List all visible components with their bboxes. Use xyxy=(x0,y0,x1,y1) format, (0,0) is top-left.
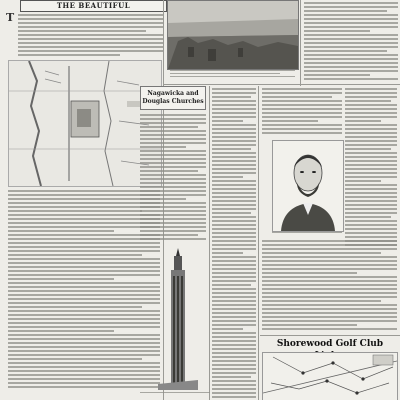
column-rule xyxy=(300,0,301,86)
right-column-text xyxy=(345,88,397,248)
area-map xyxy=(8,60,162,187)
drop-cap: T xyxy=(6,11,15,24)
golf-links-map xyxy=(262,352,398,400)
golf-section-title: Shorewood Golf Club xyxy=(276,339,384,349)
tower-caption xyxy=(140,392,210,395)
portrait-illustration xyxy=(272,140,344,232)
column-rule xyxy=(258,86,259,400)
horizontal-rule xyxy=(260,335,400,336)
portrait-caption xyxy=(272,232,342,234)
tower-illustration xyxy=(158,248,198,390)
page-headline: THE BEAUTIFUL xyxy=(20,0,167,12)
column-four-text xyxy=(262,88,342,136)
column-rule xyxy=(209,86,210,400)
left-body-text xyxy=(8,190,160,390)
lower-right-text xyxy=(262,240,397,332)
horizontal-rule xyxy=(164,84,400,85)
harbor-photo xyxy=(167,0,299,70)
left-intro-text xyxy=(18,14,163,58)
column-three-text xyxy=(212,88,256,400)
column-two-text xyxy=(140,114,206,242)
section-heading: Nagawicka and Douglas Churches xyxy=(140,86,206,110)
right-top-text xyxy=(304,2,398,82)
photo-caption xyxy=(170,70,295,79)
